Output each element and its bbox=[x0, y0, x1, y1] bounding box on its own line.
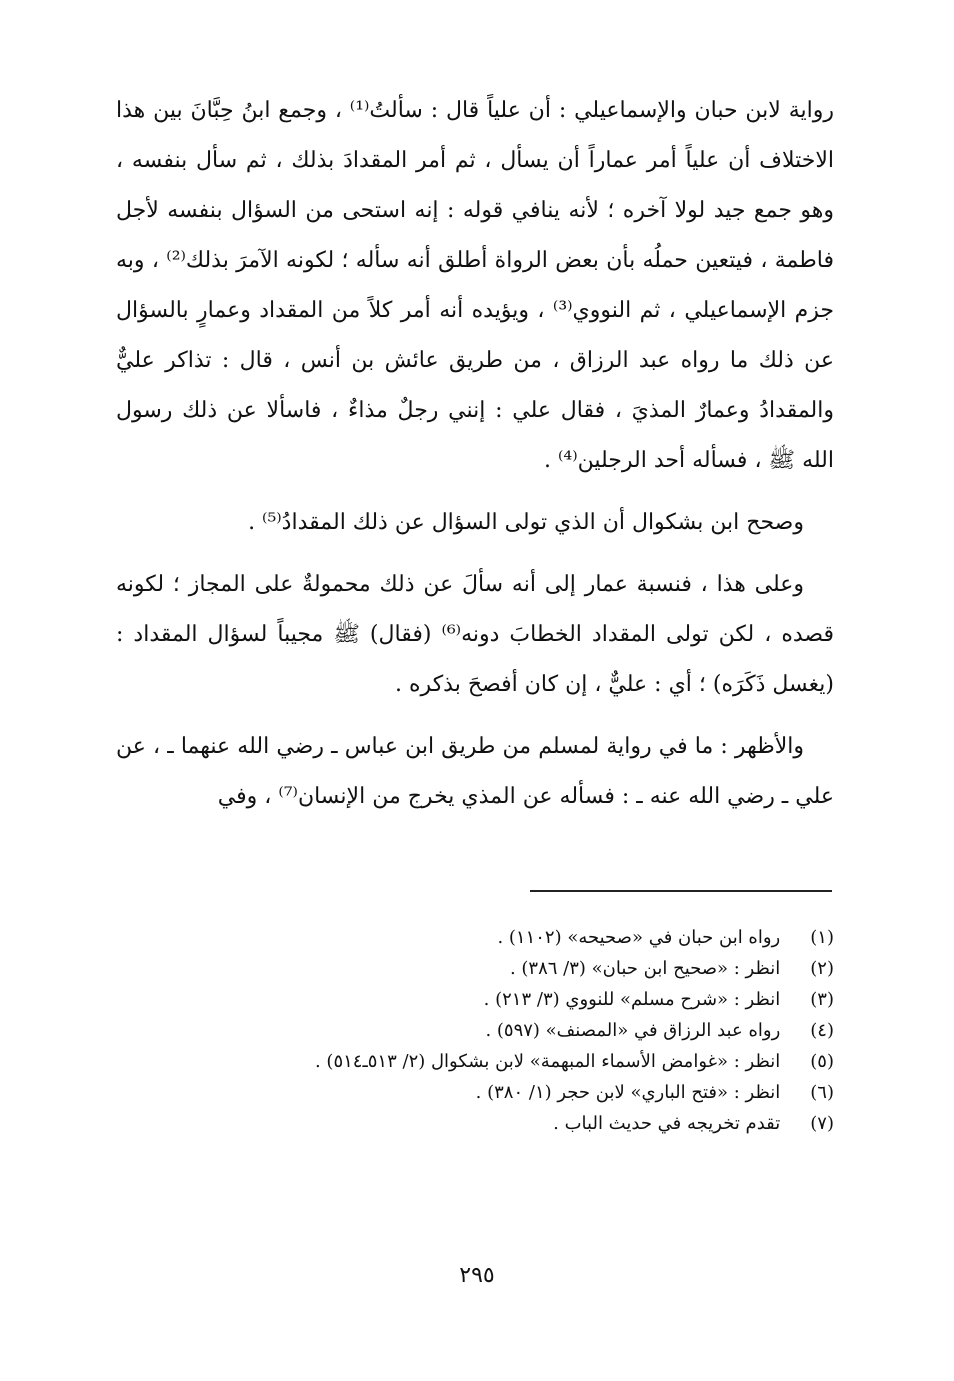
footnote bbox=[116, 1046, 834, 1077]
footnote bbox=[116, 984, 834, 1015]
footnote-text: انظر : «شرح مسلم» للنووي (٣/ ٢١٣) . bbox=[483, 989, 781, 1010]
footnote bbox=[116, 953, 834, 984]
footnote-text: تقدم تخريجه في حديث الباب . bbox=[553, 1113, 781, 1134]
footnote-number: (٦) bbox=[810, 1082, 834, 1103]
footnote bbox=[116, 1077, 834, 1108]
footnote-number: (٣) bbox=[810, 989, 834, 1010]
paragraph-1: رواية لابن حبان والإسماعيلي : أن علياً قال : سألتُ⁽¹⁾ ، وجمع ابنُ حِبَّانَ بين هذا الاختلاف أن علياً أمر عماراً أن يسأل ، ثم أمر المقدادَ بذلك ، ثم سأل بنفسه ، وهو جمع جيد لولا آخره ؛ لأنه ينافي قوله : إنه استحى من السؤال بنفسه لأجل فاطمة ، فيتعين حملُه بأن بعض الرواة أطلق أنه سأله ؛ لكونه الآمرَ بذلك⁽²⁾ ، وبه جزم الإسماعيلي ، ثم النووي⁽³⁾ ، ويؤيده أنه أمر كلاً من المقداد وعمارٍ بالسؤال عن ذلك ما رواه عبد الرزاق ، من طريق عائش بن أنس ، قال : تذاكر عليٌّ والمقدادُ وعمارٌ المذيَ ، فقال علي : إنني رجلٌ مذاءٌ ، فاسألا عن ذلك رسول الله ﷺ ، فسأله أحد الرجلين⁽⁴⁾ . bbox=[116, 98, 835, 473]
footnote-number: (١) bbox=[810, 927, 834, 948]
page-number: ٢٩٥ bbox=[459, 1263, 495, 1288]
footnote bbox=[116, 922, 834, 953]
footnotes bbox=[116, 922, 834, 1139]
footnote-text: رواه ابن حبان في «صحيحه» (١١٠٢) . bbox=[497, 927, 781, 948]
paragraph-2: وصحح ابن بشكوال أن الذي تولى السؤال عن ذلك المقدادُ⁽⁵⁾ . bbox=[248, 510, 804, 535]
footnote-text: انظر : «صحيح ابن حبان» (٣/ ٣٨٦) . bbox=[509, 958, 781, 979]
footnote-text: رواه عبد الرزاق في «المصنف» (٥٩٧) . bbox=[485, 1020, 781, 1041]
footnote-number: (٢) bbox=[810, 958, 834, 979]
footnote-text: انظر : «غوامض الأسماء المبهمة» لابن بشكوال (٢/ ٥١٣ـ٥١٤) . bbox=[314, 1051, 781, 1072]
footnote bbox=[116, 1015, 834, 1046]
footnote-number: (٤) bbox=[810, 1020, 834, 1041]
main-text bbox=[116, 86, 834, 822]
footnote-text: انظر : «فتح الباري» لابن حجر (١/ ٣٨٠) . bbox=[475, 1082, 781, 1103]
paragraph-3: وعلى هذا ، فنسبة عمار إلى أنه سألَ عن ذلك محمولةٌ على المجاز ؛ لكونه قصده ، لكن تولى المقداد الخطابَ دونه⁽⁶⁾ (فقال) ﷺ مجيباً لسؤال المقداد : (يغسل ذَكَرَه) ؛ أي : عليٌّ ، إن كان أفصحَ بذكره . bbox=[116, 572, 834, 697]
footnote-separator bbox=[530, 890, 832, 892]
footnote-number: (٥) bbox=[810, 1051, 834, 1072]
paragraph-4: والأظهر : ما في رواية لمسلم من طريق ابن عباس ـ رضي الله عنهما ـ ، عن علي ـ رضي الله عنه ـ : فسأله عن المذي يخرج من الإنسان⁽⁷⁾ ، وفي bbox=[116, 734, 834, 809]
footnote-number: (٧) bbox=[810, 1113, 834, 1134]
footnote bbox=[116, 1108, 834, 1139]
